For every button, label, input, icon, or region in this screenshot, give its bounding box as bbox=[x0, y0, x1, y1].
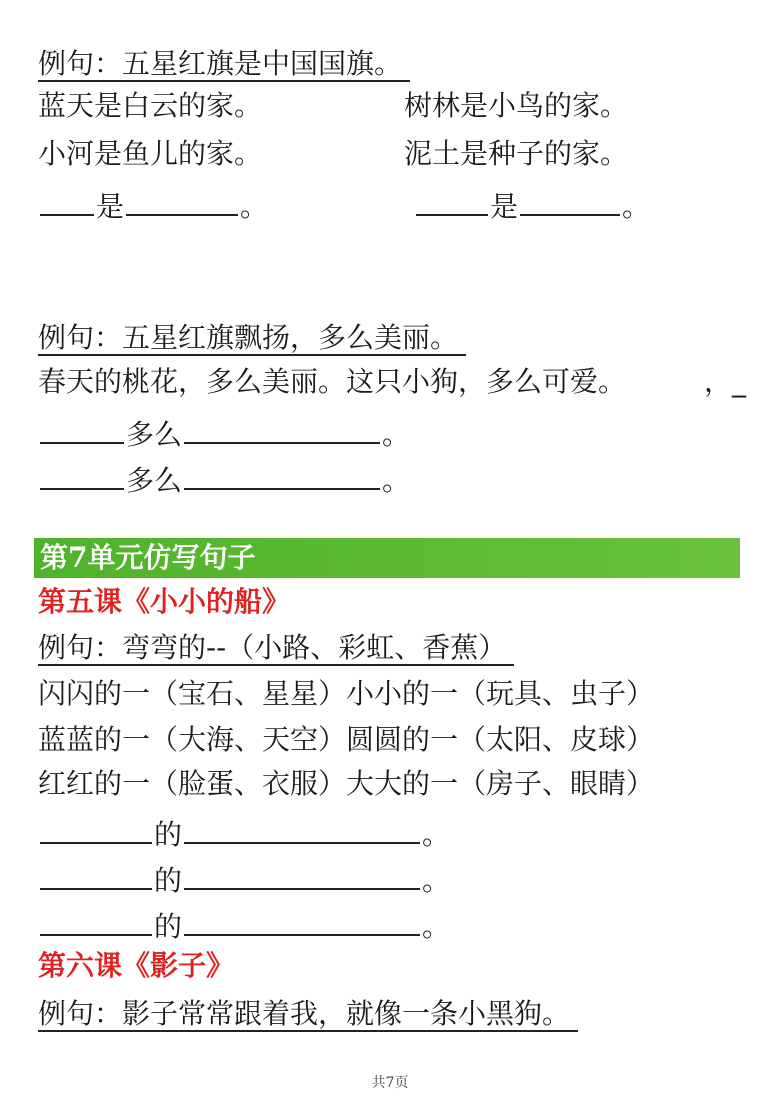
fill-blank-de-3: 的 。 bbox=[38, 906, 450, 945]
sentence-left-1: 蓝天是白云的家。 bbox=[38, 89, 263, 122]
blank-field[interactable] bbox=[40, 186, 94, 216]
lesson5-title: 第五课《小小的船》 bbox=[38, 585, 291, 618]
lesson5-line-1: 闪闪的一（宝石、星星）小小的一（玩具、虫子） bbox=[38, 677, 655, 710]
blank-field[interactable] bbox=[520, 186, 620, 216]
blank-field[interactable] bbox=[184, 906, 420, 936]
example-sentence-1: 例句：五星红旗是中国国旗。 bbox=[38, 46, 410, 82]
lesson5-example: 例句：弯弯的--（小路、彩虹、香蕉） bbox=[38, 630, 514, 666]
blank-field[interactable] bbox=[40, 460, 124, 490]
fill-blank-row-1: 是 。 bbox=[38, 186, 268, 225]
fill-blank-duome-2: 多么 。 bbox=[38, 460, 410, 499]
fill-blank-de-1: 的 。 bbox=[38, 814, 450, 853]
sentence-right-1: 树林是小鸟的家。 bbox=[404, 89, 629, 122]
lesson5-line-2: 蓝蓝的一（大海、天空）圆圆的一（太阳、皮球） bbox=[38, 723, 655, 756]
lesson6-title: 第六课《影子》 bbox=[38, 949, 235, 982]
blank-field[interactable] bbox=[416, 186, 488, 216]
blank-field[interactable] bbox=[40, 860, 152, 890]
sample-sentences: 春天的桃花，多么美丽。这只小狗，多么可爱。 bbox=[38, 365, 627, 398]
sentence-left-2: 小河是鱼儿的家。 bbox=[38, 137, 263, 170]
fill-blank-row-2: 是 。 bbox=[414, 186, 650, 225]
trailing-marks: ，_ bbox=[704, 365, 747, 398]
sentence-right-2: 泥土是种子的家。 bbox=[404, 137, 629, 170]
example-sentence-2: 例句：五星红旗飘扬，多么美丽。 bbox=[38, 320, 466, 356]
fill-blank-de-2: 的 。 bbox=[38, 860, 450, 899]
blank-field[interactable] bbox=[40, 906, 152, 936]
blank-field[interactable] bbox=[184, 460, 380, 490]
blank-field[interactable] bbox=[40, 414, 124, 444]
fill-blank-duome-1: 多么 。 bbox=[38, 414, 410, 453]
lesson5-line-3: 红红的一（脸蛋、衣服）大大的一（房子、眼睛） bbox=[38, 767, 655, 800]
page-footer: 共7页 bbox=[371, 1075, 409, 1091]
blank-field[interactable] bbox=[40, 814, 152, 844]
blank-field[interactable] bbox=[184, 814, 420, 844]
unit-title: 第7单元仿写句子 bbox=[40, 541, 256, 574]
unit-banner bbox=[34, 538, 740, 578]
lesson6-example: 例句：影子常常跟着我，就像一条小黑狗。 bbox=[38, 996, 578, 1032]
blank-field[interactable] bbox=[184, 414, 380, 444]
blank-field[interactable] bbox=[184, 860, 420, 890]
blank-field[interactable] bbox=[126, 186, 238, 216]
